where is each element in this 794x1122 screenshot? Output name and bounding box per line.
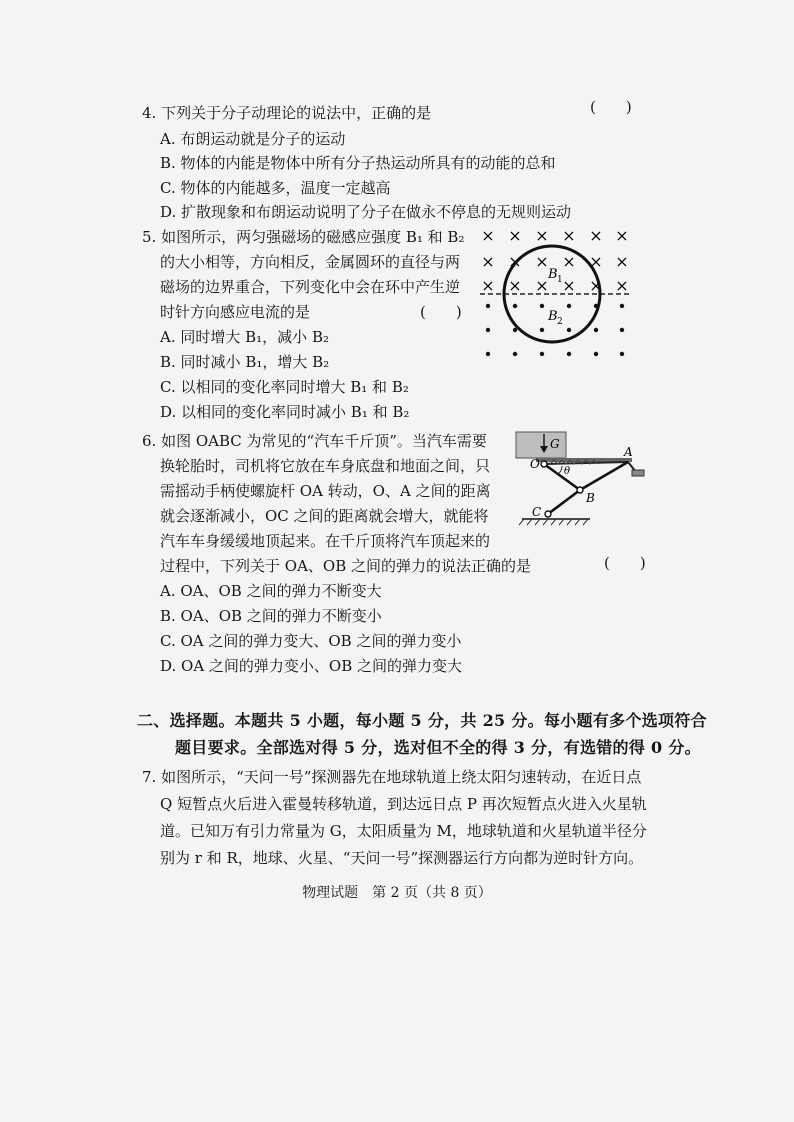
q6-option-a: A. OA、OB 之间的弹力不断变大 [160, 582, 382, 600]
field-dot [540, 328, 544, 332]
label-theta: θ [564, 466, 571, 477]
field-cross: × [535, 276, 549, 295]
field-dot [486, 304, 490, 308]
field-cross: × [508, 226, 522, 245]
q6-option-b: B. OA、OB 之间的弹力不断变小 [160, 607, 382, 625]
hinge-c [545, 511, 551, 517]
hinge-b [577, 487, 583, 493]
hinge-o [541, 461, 547, 467]
q7-stem-line1: 7. 如图所示，“天问一号”探测器先在地球轨道上绕太阳匀速转动，在近日点 [142, 768, 642, 786]
q6-stem-line3: 需摇动手柄使螺旋杆 OA 转动，O、A 之间的距离 [160, 482, 491, 500]
field-dot [540, 304, 544, 308]
q5-option-a: A. 同时增大 B₁，减小 B₂ [160, 328, 329, 346]
field-dot [513, 352, 517, 356]
crank-handle [632, 470, 644, 476]
q6-stem-line1: 6. 如图 OABC 为常见的“汽车千斤顶”。当汽车需要 [142, 432, 487, 450]
field-dot [620, 352, 624, 356]
field-cross: × [562, 226, 576, 245]
q4-option-c: C. 物体的内能越多，温度一定越高 [160, 179, 391, 197]
page-footer: 物理试题 第 2 页（共 8 页） [302, 885, 492, 901]
q4-answer-paren: ( ) [590, 98, 632, 116]
q5-stem-line4: 时针方向感应电流的是 [160, 303, 311, 321]
field-dot [513, 304, 517, 308]
label-c: C [532, 505, 542, 519]
field-dot [567, 304, 571, 308]
q4-stem: 4. 下列关于分子动理论的说法中，正确的是 [142, 104, 432, 122]
q5-answer-paren: ( ) [420, 303, 462, 321]
q6-answer-paren: ( ) [604, 554, 646, 572]
label-g: G [550, 437, 560, 451]
q5-option-c: C. 以相同的变化率同时增大 B₁ 和 B₂ [160, 378, 409, 396]
q4-option-d: D. 扩散现象和布朗运动说明了分子在做永不停息的无规则运动 [160, 203, 572, 221]
label-b2-sub: 2 [557, 317, 563, 327]
field-dot [620, 304, 624, 308]
q6-car-jack-figure [510, 428, 650, 528]
field-cross: × [562, 276, 576, 295]
q5-option-b: B. 同时减小 B₁，增大 B₂ [160, 353, 330, 371]
field-cross: × [481, 252, 495, 271]
q5-magnetic-field-figure [474, 222, 634, 367]
label-o: O [530, 457, 540, 471]
q6-option-d: D. OA 之间的弹力变小、OB 之间的弹力变大 [160, 657, 463, 675]
field-dot [620, 328, 624, 332]
label-a: A [624, 445, 633, 459]
field-cross: × [535, 226, 549, 245]
field-cross: × [589, 276, 603, 295]
label-b1: B [548, 267, 558, 282]
bar-ab [580, 462, 628, 490]
q6-stem-line5: 汽车车身缓缓地顶起来。在千斤顶将汽车顶起来的 [160, 532, 491, 550]
label-b1-sub: 1 [557, 275, 563, 285]
field-cross: × [535, 252, 549, 271]
field-cross: × [589, 226, 603, 245]
q5-stem-line3: 磁场的边界重合，下列变化中会在环中产生逆 [160, 278, 461, 296]
field-cross: × [589, 252, 603, 271]
q4-option-a: A. 布朗运动就是分子的运动 [160, 130, 346, 148]
section-2-header-line1: 二、选择题。本题共 5 小题，每小题 5 分，共 25 分。每小题有多个选项符合 [137, 711, 707, 730]
field-dot [486, 352, 490, 356]
field-cross: × [615, 226, 629, 245]
field-cross: × [508, 252, 522, 271]
q7-stem-line3: 道。已知万有引力常量为 G，太阳质量为 M，地球轨道和火星轨道半径分 [160, 822, 647, 840]
q5-stem-line1: 5. 如图所示，两匀强磁场的磁感应强度 B₁ 和 B₂ [142, 228, 465, 246]
q6-option-c: C. OA 之间的弹力变大、OB 之间的弹力变小 [160, 632, 462, 650]
ground-hatch [519, 519, 588, 525]
q5-stem-line2: 的大小相等，方向相反，金属圆环的直径与两 [160, 253, 461, 271]
field-dot [567, 328, 571, 332]
field-cross: × [562, 252, 576, 271]
label-b2: B [548, 309, 558, 324]
field-dot [567, 352, 571, 356]
field-cross: × [615, 252, 629, 271]
field-dot [594, 328, 598, 332]
field-dot [486, 328, 490, 332]
label-b: B [586, 491, 595, 505]
field-cross: × [615, 276, 629, 295]
q6-stem-line2: 换轮胎时，司机将它放在车身底盘和地面之间，只 [160, 457, 491, 475]
q6-stem-line4: 就会逐渐减小，OC 之间的距离就会增大，就能将 [160, 507, 489, 525]
q7-stem-line2: Q 短暂点火后进入霍曼转移轨道，到达远日点 P 再次短暂点火进入火星轨 [160, 795, 647, 813]
field-dot [594, 352, 598, 356]
section-2-header-line2: 题目要求。全部选对得 5 分，选对但不全的得 3 分，有选错的得 0 分。 [175, 738, 701, 757]
field-cross: × [481, 276, 495, 295]
bar-bc [548, 490, 580, 514]
field-dot [540, 352, 544, 356]
q4-option-b: B. 物体的内能是物体中所有分子热运动所具有的动能的总和 [160, 154, 556, 172]
q7-stem-line4: 别为 r 和 R，地球、火星、“天问一号”探测器运行方向都为逆时针方向。 [160, 849, 644, 867]
q5-option-d: D. 以相同的变化率同时减小 B₁ 和 B₂ [160, 403, 410, 421]
angle-arc [558, 466, 562, 474]
q6-stem-line6: 过程中，下列关于 OA、OB 之间的弹力的说法正确的是 [160, 557, 531, 575]
field-cross: × [481, 226, 495, 245]
field-cross: × [508, 276, 522, 295]
